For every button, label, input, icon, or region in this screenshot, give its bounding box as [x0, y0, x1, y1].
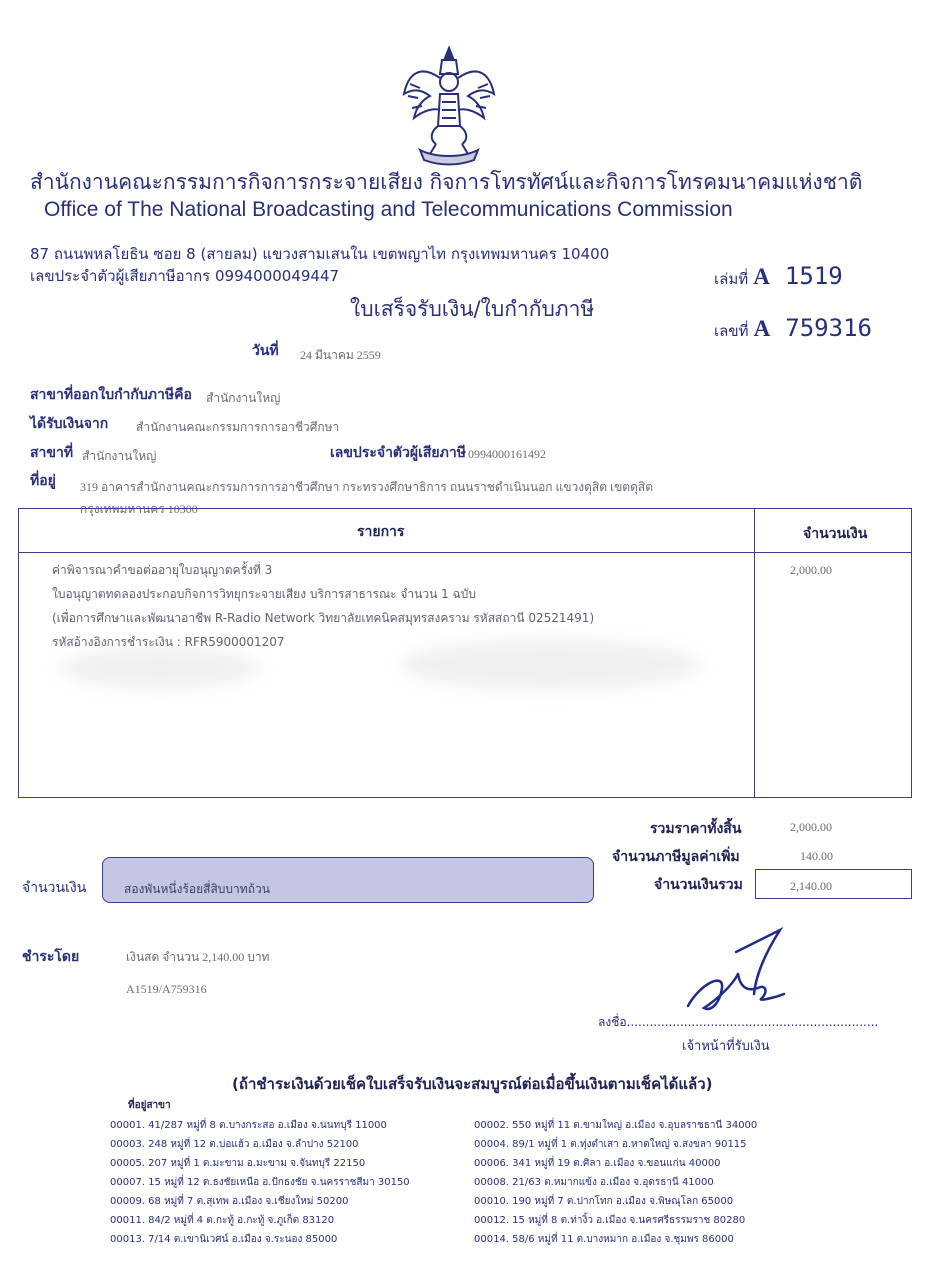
branch-address: 00001. 41/287 หมู่ที่ 8 ต.บางกระสอ อ.เมือง จ.นนทบุรี 11000	[110, 1120, 387, 1131]
table-header-divider	[19, 552, 911, 553]
number-value: 759316	[785, 314, 872, 342]
branch-address: 00010. 190 หมู่ที่ 7 ต.ปากโทก อ.เมือง จ.พิษณุโลก 65000	[474, 1196, 734, 1207]
branch-address: 00013. 7/14 ต.เขานิเวศน์ อ.เมือง จ.ระนอง 85000	[110, 1234, 338, 1245]
number-prefix: A	[753, 316, 771, 341]
column-header-item: รายการ	[357, 524, 405, 540]
branch-address: 00002. 550 หมู่ที่ 11 ต.ขามใหญ่ อ.เมือง จ.อุบลราชธานี 34000	[474, 1120, 758, 1131]
item-line: ใบอนุญาตทดลองประกอบกิจการวิทยุกระจายเสียง บริการสาธารณะ จำนวน 1 ฉบับ	[52, 587, 476, 601]
item-line: รหัสอ้างอิงการชำระเงิน : RFR5900001207	[52, 635, 285, 649]
address-line-2: กรุงเทพมหานคร 10300	[80, 502, 198, 516]
address-line-1: 319 อาคารสำนักงานคณะกรรมการการอาชีวศึกษา กระทรวงศึกษาธิการ ถนนราชดำเนินนอก แขวงดุสิต เขตดุสิต	[80, 480, 653, 494]
item-line: ค่าพิจารณาคำขอต่ออายุใบอนุญาตครั้งที่ 3	[52, 563, 273, 577]
payment-method: เงินสด จำนวน 2,140.00 บาท	[126, 950, 270, 964]
cheque-note: (ถ้าชำระเงินด้วยเช็คใบเสร็จรับเงินจะสมบูรณ์ต่อเมื่อขึ้นเงินตามเช็คได้แล้ว)	[232, 1075, 713, 1093]
branch-label: สาขาที่	[30, 445, 74, 461]
receipt-number	[714, 314, 872, 343]
payer-tax-id-value: 0994000161492	[468, 447, 546, 461]
book-number	[714, 262, 843, 291]
book-value: 1519	[784, 262, 843, 290]
column-header-amount: จำนวนเงิน	[803, 526, 868, 542]
address-label: ที่อยู่	[30, 473, 56, 489]
amount-words-value: สองพันหนึ่งร้อยสี่สิบบาทถ้วน	[124, 882, 270, 896]
total-value: 2,140.00	[790, 879, 832, 893]
total-label: จำนวนเงินรวม	[654, 877, 743, 893]
garuda-emblem-icon	[400, 44, 498, 166]
branch-address: 00005. 207 หมู่ที่ 1 ต.มะขาม อ.มะขาม จ.จันทบุรี 22150	[110, 1158, 366, 1169]
vat-label: จำนวนภาษีมูลค่าเพิ่ม	[612, 849, 740, 865]
office-name-thai: สำนักงานคณะกรรมการกิจการกระจายเสียง กิจการโทรทัศน์และกิจการโทรคมนาคมแห่งชาติ	[30, 170, 863, 194]
payment-label: ชำระโดย	[22, 949, 80, 965]
signature-line: ลงชื่อ..................................................................	[598, 1015, 879, 1029]
branch-address: 00014. 58/6 หมู่ที่ 11 ต.บางหมาก อ.เมือง จ.ชุมพร 86000	[474, 1234, 734, 1245]
branch-list-header: ที่อยู่สาขา	[128, 1100, 171, 1111]
office-address: 87 ถนนพหลโยธิน ซอย 8 (สายลม) แขวงสามเสนใน เขตพญาไท กรุงเทพมหานคร 10400	[30, 245, 610, 263]
date-label: วันที่	[252, 343, 279, 359]
payment-reference: A1519/A759316	[126, 982, 207, 996]
branch-address: 00004. 89/1 หมู่ที่ 1 ต.ทุ่งตำเสา อ.หาดใหญ่ จ.สงขลา 90115	[474, 1139, 747, 1150]
issuing-branch-label: สาขาที่ออกใบกำกับภาษีคือ	[30, 387, 192, 403]
number-label: เลขที่	[714, 322, 749, 340]
payer-tax-id-label: เลขประจำตัวผู้เสียภาษี	[330, 445, 466, 461]
branch-address: 00003. 248 หมู่ที่ 12 ต.บ่อแฮ้ว อ.เมือง จ.ลำปาง 52100	[110, 1139, 359, 1150]
vat-value: 140.00	[800, 849, 833, 863]
branch-address: 00008. 21/63 ต.หมากแข้ง อ.เมือง จ.อุดรธานี 41000	[474, 1177, 714, 1188]
branch-address: 00007. 15 หมู่ที่ 12 ต.ธงชัยเหนือ อ.ปักธงชัย จ.นครราชสีมา 30150	[110, 1177, 410, 1188]
item-line: (เพื่อการศึกษาและพัฒนาอาชีพ R-Radio Network วิทยาลัยเทคนิคสมุทรสงคราม รหัสสถานี 02521491)	[52, 611, 595, 625]
branch-address: 00009. 68 หมู่ที่ 7 ต.สุเทพ อ.เมือง จ.เชียงใหม่ 50200	[110, 1196, 349, 1207]
branch-value: สำนักงานใหญ่	[82, 449, 157, 463]
branch-address: 00012. 15 หมู่ที่ 8 ต.ท่างิ้ว อ.เมือง จ.นครศรีธรรมราช 80280	[474, 1215, 746, 1226]
item-amount: 2,000.00	[790, 563, 832, 577]
office-tax-id: เลขประจำตัวผู้เสียภาษีอากร 0994000049447	[30, 267, 340, 285]
signature-mark	[676, 922, 796, 1022]
received-from-label: ได้รับเงินจาก	[30, 416, 109, 432]
office-name-english: Office of The National Broadcasting and Telecommunications Commission	[44, 198, 733, 221]
signature-role: เจ้าหน้าที่รับเงิน	[682, 1039, 770, 1054]
subtotal-value: 2,000.00	[790, 820, 832, 834]
amount-words-label: จำนวนเงิน	[22, 880, 87, 896]
book-prefix: A	[753, 264, 770, 289]
total-box	[755, 869, 912, 899]
issuing-branch-value: สำนักงานใหญ่	[206, 391, 281, 405]
branch-address: 00011. 84/2 หมู่ที่ 4 ต.กะทู้ อ.กะทู้ จ.ภูเก็ต 83120	[110, 1215, 335, 1226]
received-from-value: สำนักงานคณะกรรมการการอาชีวศึกษา	[136, 420, 340, 434]
subtotal-label: รวมราคาทั้งสิ้น	[650, 821, 742, 837]
book-label: เล่มที่	[714, 270, 749, 288]
date-value: 24 มีนาคม 2559	[300, 348, 381, 362]
document-title: ใบเสร็จรับเงิน/ใบกำกับภาษี	[350, 297, 595, 321]
branch-address: 00006. 341 หมู่ที่ 19 ต.ศิลา อ.เมือง จ.ขอนแก่น 40000	[474, 1158, 721, 1169]
